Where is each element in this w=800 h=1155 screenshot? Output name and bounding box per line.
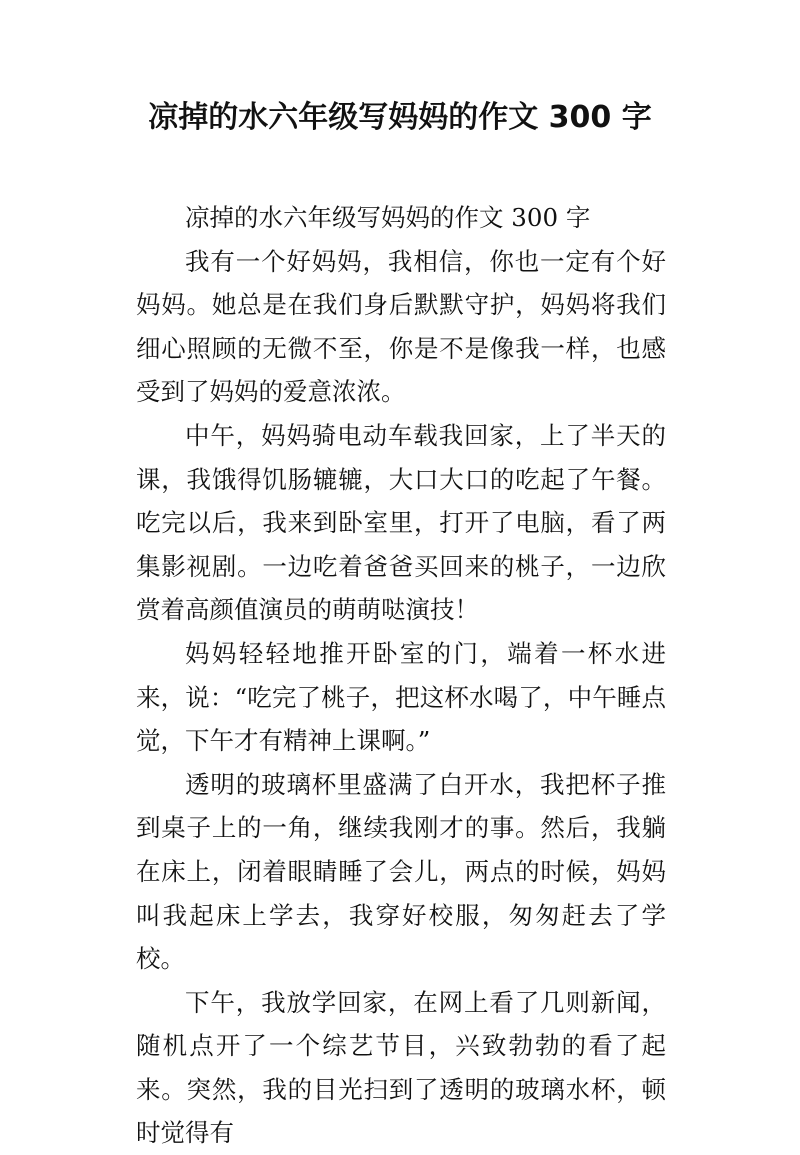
paragraph-subtitle: 凉掉的水六年级写妈妈的作文 300 字 xyxy=(185,203,591,232)
paragraph: 妈妈轻轻地推开卧室的门，端着一杯水进来，说：“吃完了桃子，把这杯水喝了，中午睡点觉，下午才有精神上课啊。” xyxy=(136,638,666,756)
paragraph: 透明的玻璃杯里盛满了白开水，我把杯子推到桌子上的一角，继续我刚才的事。然后，我躺在床上，闭着眼睛睡了会儿，两点的时候，妈妈叫我起床上学去，我穿好校服，匆匆赶去了学校。 xyxy=(136,769,666,974)
document-body xyxy=(136,196,666,1155)
paragraph: 中午，妈妈骑电动车载我回家，上了半天的课，我饿得饥肠辘辘，大口大口的吃起了午餐。吃完以后，我来到卧室里，打开了电脑，看了两集影视剧。一边吃着爸爸买回来的桃子，一边欣赏着高颜值演员的萌萌哒演技！ xyxy=(136,420,666,625)
paragraph: 我有一个好妈妈，我相信，你也一定有个好妈妈。她总是在我们身后默默守护，妈妈将我们细心照顾的无微不至，你是不是像我一样，也感受到了妈妈的爱意浓浓。 xyxy=(136,246,666,407)
document-title: 凉掉的水六年级写妈妈的作文 300 字 xyxy=(148,100,652,135)
paragraph: 下午，我放学回家，在网上看了几则新闻，随机点开了一个综艺节目，兴致勃勃的看了起来。突然，我的目光扫到了透明的玻璃水杯，顿时觉得有 xyxy=(136,987,666,1148)
